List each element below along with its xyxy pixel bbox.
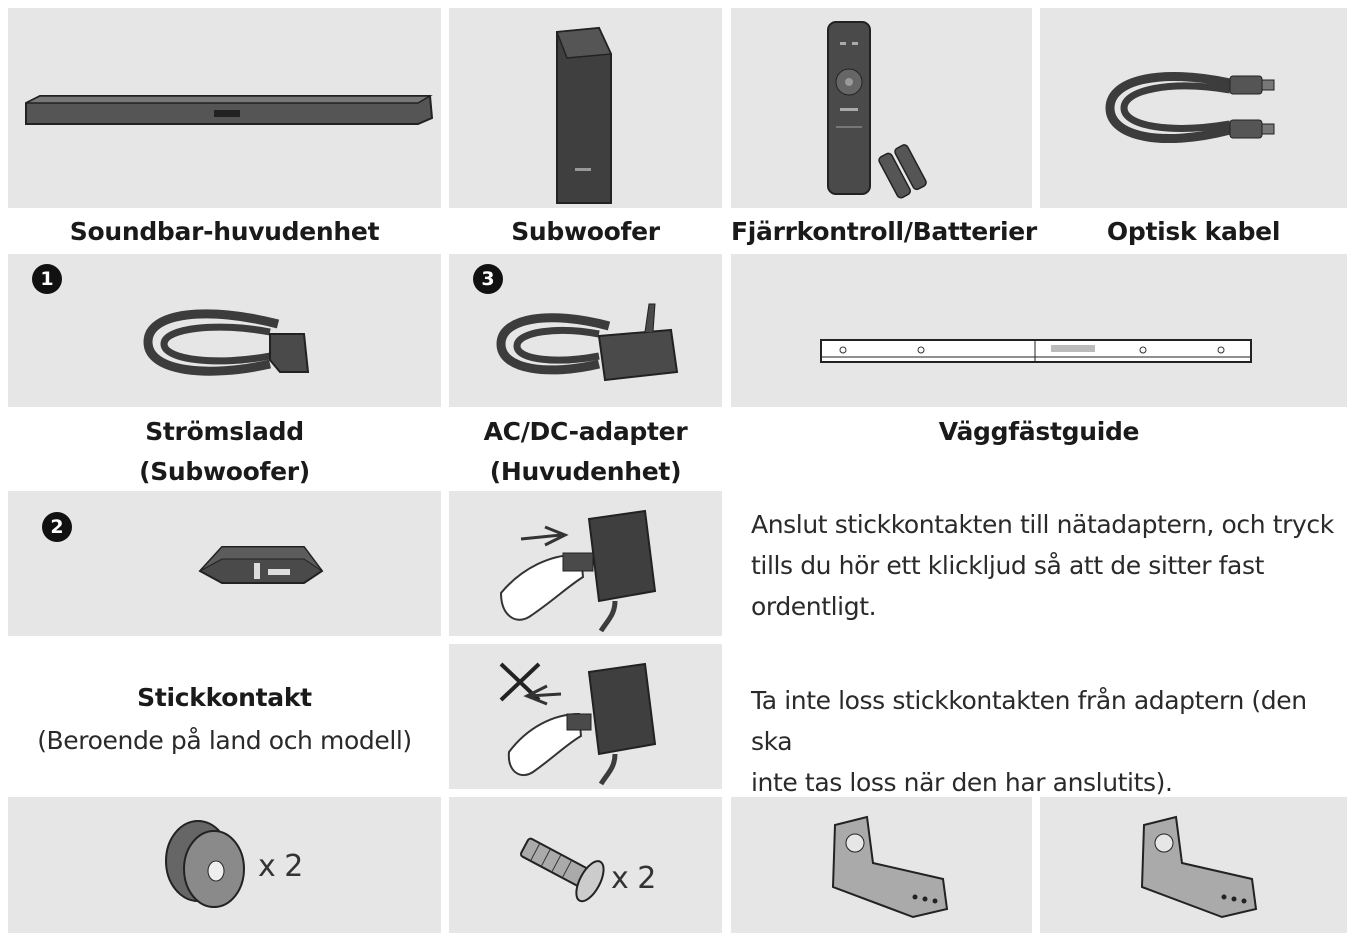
soundbar-label: Soundbar-huvudenhet [69, 217, 380, 246]
optical-cable-image [1040, 8, 1347, 208]
soundbar-image [8, 8, 441, 208]
wall-guide-cell [731, 254, 1347, 407]
holder-cone-image [8, 797, 441, 933]
plug-label: Stickkontakt [137, 683, 312, 712]
adapter-label-line2: (Huvudenhet) [489, 457, 682, 486]
bracket-right-cell [1040, 797, 1347, 933]
connect-note-line2: tills du hör ett klickljud så att de sitter fast [751, 551, 1265, 580]
screw-cell [449, 797, 722, 933]
bracket-left-image [731, 797, 1032, 933]
connect-adapter-image [449, 491, 722, 636]
subwoofer-image [449, 8, 722, 208]
screw-image [449, 797, 722, 933]
adapter-cell [449, 254, 722, 407]
soundbar-cell [8, 8, 441, 208]
subwoofer-cell [449, 8, 722, 208]
optical-cable-label: Optisk kabel [1106, 217, 1281, 246]
remote-label: Fjärrkontroll/Batterier [731, 217, 1037, 246]
plug-cell [8, 491, 441, 636]
power-cord-label-line2: (Subwoofer) [139, 457, 310, 486]
wall-guide-label: Väggfästguide [938, 417, 1140, 446]
marker-two: 2 [42, 512, 72, 542]
remote-image [731, 8, 1032, 208]
bracket-right-image [1040, 797, 1347, 933]
connect-note [751, 504, 1341, 627]
detach-note [751, 680, 1341, 803]
adapter-label [449, 412, 722, 492]
holder-cone-cell [8, 797, 441, 933]
holder-cone-quantity: x 2 [258, 849, 303, 884]
power-cord-cell [8, 254, 441, 407]
power-cord-label [8, 412, 441, 492]
subwoofer-label: Subwoofer [511, 217, 660, 246]
connect-adapter-cell [449, 491, 722, 636]
marker-three: 3 [473, 264, 503, 294]
screw-quantity: x 2 [611, 861, 656, 896]
remote-cell [731, 8, 1032, 208]
power-cord-label-line1: Strömsladd [145, 417, 304, 446]
bracket-left-cell [731, 797, 1032, 933]
adapter-image [449, 254, 722, 407]
detach-note-line1: Ta inte loss stickkontakten från adaptern (den ska [751, 686, 1307, 756]
power-cord-image [8, 254, 441, 407]
marker-one: 1 [32, 264, 62, 294]
detach-note-line2: inte tas loss när den har anslutits). [751, 768, 1173, 797]
wall-guide-image [731, 254, 1347, 407]
detach-adapter-cell [449, 644, 722, 789]
connect-note-line1: Anslut stickkontakten till nätadaptern, och tryck [751, 510, 1334, 539]
detach-adapter-image [449, 644, 722, 789]
plug-image [8, 491, 441, 636]
optical-cable-cell [1040, 8, 1347, 208]
adapter-label-line1: AC/DC-adapter [483, 417, 688, 446]
plug-sublabel: (Beroende på land och modell) [37, 726, 412, 755]
connect-note-line3: ordentligt. [751, 592, 877, 621]
